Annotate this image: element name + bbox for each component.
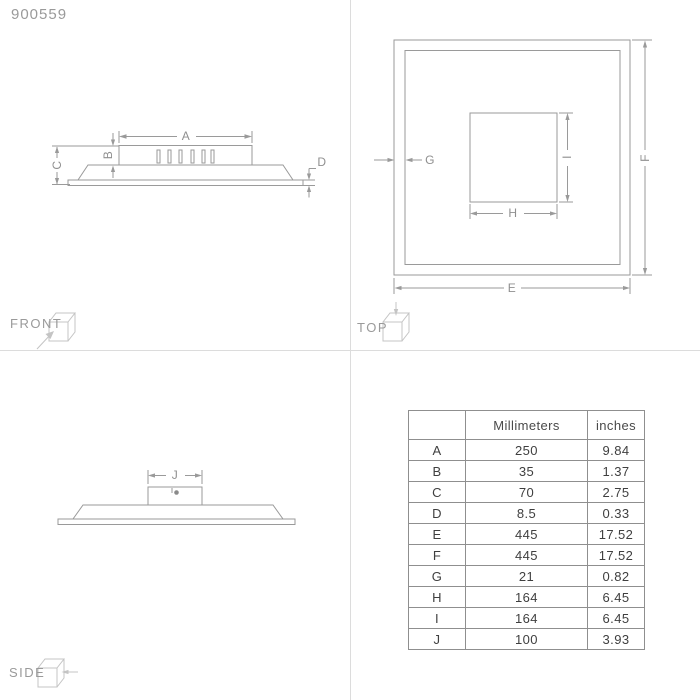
table-row — [409, 545, 645, 566]
table-cell: 6.45 — [588, 587, 645, 608]
table-row — [409, 566, 645, 587]
table-cell: 9.84 — [588, 440, 645, 461]
table-cell: 3.93 — [588, 629, 645, 650]
table-header-row — [409, 411, 645, 440]
table-cell: 35 — [466, 461, 588, 482]
front-driver-box — [119, 146, 252, 166]
front-diffuser — [78, 165, 293, 180]
table-cell: C — [409, 482, 466, 503]
product-code: 900559 — [11, 6, 68, 23]
dim-label-e: E — [507, 281, 517, 295]
dim-label-b: B — [101, 150, 115, 160]
table-cell: 21 — [466, 566, 588, 587]
table-cell: 1.37 — [588, 461, 645, 482]
table-cell: E — [409, 524, 466, 545]
front-base-plate — [68, 180, 303, 186]
table-row — [409, 440, 645, 461]
table-cell: 6.45 — [588, 608, 645, 629]
table-cell: 8.5 — [466, 503, 588, 524]
dim-label-h: H — [508, 206, 518, 220]
table-row — [409, 524, 645, 545]
table-cell: A — [409, 440, 466, 461]
table-cell: 0.33 — [588, 503, 645, 524]
top-view-drawing — [374, 40, 652, 294]
table-cell: J — [409, 629, 466, 650]
side-screw-dot — [174, 490, 179, 495]
table-cell: 2.75 — [588, 482, 645, 503]
table-cell: 164 — [466, 587, 588, 608]
table-cell: 164 — [466, 608, 588, 629]
table-cell: G — [409, 566, 466, 587]
column-header-letter — [409, 411, 466, 440]
dim-label-d: D — [317, 155, 327, 169]
dim-line-d — [303, 169, 316, 198]
table-cell: F — [409, 545, 466, 566]
dim-label-f: F — [638, 154, 652, 162]
side-driver-box — [148, 487, 202, 505]
table-cell: 70 — [466, 482, 588, 503]
dim-label-j: J — [171, 468, 179, 482]
table-cell: D — [409, 503, 466, 524]
column-header-inches: inches — [588, 411, 645, 440]
top-center-square — [470, 113, 557, 202]
front-view-caption: FRONT — [10, 316, 63, 331]
table-row — [409, 461, 645, 482]
table-cell: 250 — [466, 440, 588, 461]
side-view-caption: SIDE — [9, 665, 46, 680]
dim-line-g — [374, 158, 422, 162]
front-vent-slots — [157, 150, 214, 163]
side-base-plate — [58, 519, 295, 525]
dimensions-table — [408, 410, 645, 650]
table-row — [409, 608, 645, 629]
table-cell: 17.52 — [588, 545, 645, 566]
dim-label-c: C — [50, 160, 64, 170]
dim-label-g: G — [425, 153, 435, 167]
table-cell: 445 — [466, 545, 588, 566]
side-diffuser — [73, 505, 283, 519]
table-row — [409, 587, 645, 608]
table-cell: H — [409, 587, 466, 608]
table-cell: 17.52 — [588, 524, 645, 545]
table-row — [409, 503, 645, 524]
table-cell: 100 — [466, 629, 588, 650]
column-header-millimeters: Millimeters — [466, 411, 588, 440]
table-row — [409, 629, 645, 650]
table-row — [409, 482, 645, 503]
dim-label-i: I — [560, 155, 574, 159]
table-cell: 0.82 — [588, 566, 645, 587]
dim-label-a: A — [181, 129, 191, 143]
table-cell: B — [409, 461, 466, 482]
top-view-caption: TOP — [357, 320, 388, 335]
top-inner-square — [405, 51, 620, 265]
table-cell: 445 — [466, 524, 588, 545]
table-cell: I — [409, 608, 466, 629]
